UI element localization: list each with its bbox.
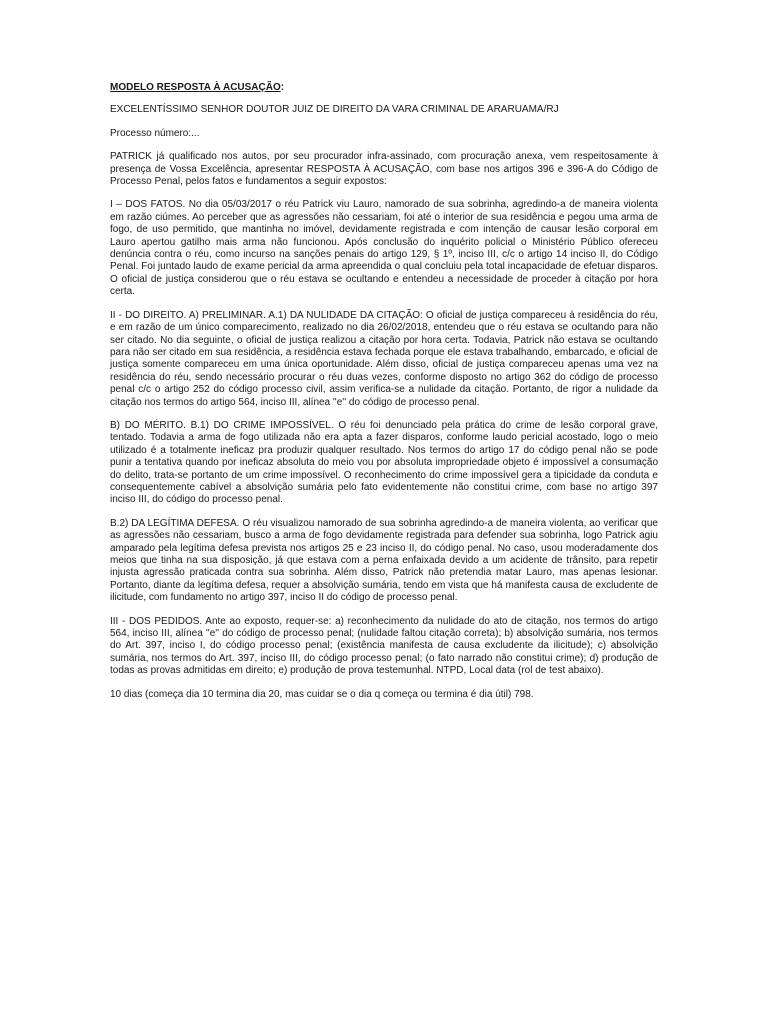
process-number: Processo número:... bbox=[110, 127, 200, 139]
document-title-suffix: : bbox=[280, 82, 285, 93]
document-title-text: MODELO RESPOSTA À ACUSAÇÃO bbox=[110, 82, 281, 93]
paragraph-self-defense: B.2) DA LEGÍTIMA DEFESA. O réu visualizou namorado de sua sobrinha agredindo-a de maneira violenta, ao verificar que as agressões não cessariam, busco a arma de fogo devidamente registrada para defender sua sobrinha, logo Patrick agiu amparado pela legítima defesa prevista nos artigos 25 e 23 inciso II, do código penal. No caso, usou moderadamente dos meios que tinha na sua disposição, já que estava com a perna enfaixada devido a um acidente de trânsito, para repetir injusta agressão praticada contra sua sobrinha. Além disso, Patrick não pretendia matar Lauro, mas apenas lesionar. Portanto, diante da legítima defesa, requer a absolvição sumária, tendo em vista que há manifesta causa de excludente de ilicitude, com fundamento no artigo 397, inciso II do código de processo penal. bbox=[110, 517, 658, 604]
paragraph-facts: I – DOS FATOS. No dia 05/03/2017 o réu Patrick viu Lauro, namorado de sua sobrinha, agredindo-a de maneira violenta em razão ciúmes. Ao perceber que as agressões não cessariam, foi até o interior de sua residência e pegou uma arma de fogo, de uso permitido, que mantinha no imóvel, devidamente registrada e com intenção de causar lesão corporal em Lauro apertou gatilho mais arma não funcionou. Após conclusão do inquérito policial o Ministério Público ofereceu denúncia contra o réu, como incurso na sanções penais do artigo 129, § 1º, inciso III, c/c o artigo 14 inciso II, do Código Penal. Foi juntado laudo de exame pericial da arma apreendida o qual concluiu pela total incapacidade de efetuar disparos. O oficial de justiça considerou que o réu estava se ocultando e entendeu a necessidade de proceder à citação por hora certa. bbox=[110, 199, 658, 298]
paragraph-merit-impossible-crime: B) DO MÉRITO. B.1) DO CRIME IMPOSSÍVEL. O réu foi denunciado pela prática do crime de lesão corporal grave, tentado. Todavia a arma de fogo utilizada não era apta a fazer disparos, conforme laudo pericial acostado, logo o meio utilizado é a totalmente ineficaz pra produzir qualquer resultado. Nos termos do artigo 17 do código penal não se pode punir a tentativa quando por ineficaz absoluta do meio vou por absoluta impropriedade objeto é impossível a consumação do delito, trata-se portanto de um crime impossível. O reconhecimento do crime impossível gera a tipicidade da conduta e consequentemente cabível a absolvição sumária pelo fato evidentemente não constitui crime, com base no artigo 397 inciso III, do código do processo penal. bbox=[110, 419, 658, 506]
paragraph-law-preliminary: II - DO DIREITO. A) PRELIMINAR. A.1) DA NULIDADE DA CITAÇÃO: O oficial de justiça compareceu à residência do réu, e em razão de um único comparecimento, realizado no dia 26/02/2018, entendeu que o réu estava se ocultando para não ser citado. No dia seguinte, o oficial de justiça realizou a citação por hora certa. Todavia, Patrick não estava se ocultando para não ser citado em sua residência, a residência estava fechada porque ele estava trabalhando, embarcado, e oficial de justiça somente compareceu em uma única oportunidade. Além disso, oficial de justiça compareceu apenas uma vez na residência do réu, sendo necessário procurar o réu duas vezes, conforme disposto no artigo 362 do código de processo penal c/c o artigo 252 do código processo civil, assim verifica-se a nulidade da citação. Portanto, de rigor a nulidade da citação nos termos do artigo 564, inciso III, alínea ''e'' do código de processo penal. bbox=[110, 309, 658, 408]
document-title bbox=[110, 82, 658, 94]
paragraph-intro: PATRICK já qualificado nos autos, por seu procurador infra-assinado, com procuração anexa, vem respeitosamente à presença de Vossa Excelência, apresentar RESPOSTA À ACUSAÇÃO, com base nos artigos 396 e 396-A do Código de Processo Penal, pelos fatos e fundamentos a seguir expostos: bbox=[110, 151, 658, 188]
paragraph-requests: III - DOS PEDIDOS. Ante ao exposto, requer-se: a) reconhecimento da nulidade do ato de citação, nos termos do artigo 564, inciso III, alínea ''e'' do código de processo penal; (nulidade faltou citação correta); b) absolvição sumária, nos termos do Art. 397, inciso I, do código processo penal; (existência manifesta de causa excludente da ilicitude); c) absolvição sumária, nos termos do Art. 397, inciso III, do código processo penal; (o fato narrado não constitui crime); d) produção de todas as provas admitidas em direito; e) produção de prova testemunhal. NTPD, Local data (rol de test abaixo). bbox=[110, 615, 658, 677]
addressee: EXCELENTÍSSIMO SENHOR DOUTOR JUIZ DE DIREITO DA VARA CRIMINAL DE ARARUAMA/RJ bbox=[110, 104, 559, 116]
paragraph-deadline-note: 10 dias (começa dia 10 termina dia 20, mas cuidar se o dia q começa ou termina é dia útil) 798. bbox=[110, 688, 534, 700]
document-page bbox=[110, 82, 658, 712]
